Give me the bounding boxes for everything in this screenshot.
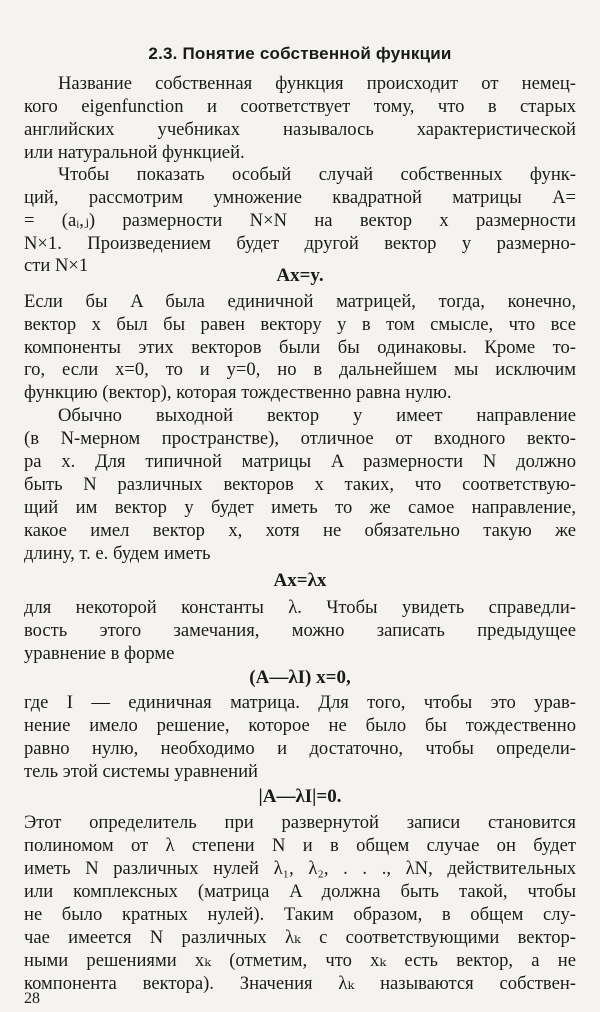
- text-line: = (aᵢ,ⱼ) размерности N×N на вектор x размерности: [24, 210, 576, 231]
- text-line: или натуральной функцией.: [24, 142, 245, 163]
- text-line: ций, рассмотрим умножение квадратной матрицы A=: [24, 187, 576, 208]
- text-line: (в N-мерном пространстве), отличное от входного векто-: [24, 428, 576, 449]
- equation-1: Ax=y.: [276, 265, 324, 286]
- equation-2: Ax=λx: [273, 570, 327, 591]
- text-line: Этот определитель при развернутой записи становится: [24, 812, 576, 833]
- text-line: функцию (вектор), которая тождественно равна нулю.: [24, 382, 452, 403]
- text-line: где I — единичная матрица. Для того, чтобы это урав-: [24, 692, 576, 713]
- text-line: компоненты этих векторов были бы одинаковы. Кроме то-: [24, 337, 576, 358]
- text-line: тель этой системы уравнений: [24, 761, 258, 782]
- text-line: нение имело решение, которое не было бы тождественно: [24, 715, 576, 736]
- text-line: чае имеется N различных λₖ с соответствующими вектор-: [24, 927, 576, 948]
- equation-4: |A—λI|=0.: [258, 786, 342, 807]
- text-line: сти N×1: [24, 255, 89, 276]
- text-line: длину, т. е. будем иметь: [24, 543, 211, 564]
- text-line: вектор x был бы равен вектору y в том смысле, что все: [24, 314, 576, 335]
- text-line: щий им вектор y будет иметь то же самое направление,: [24, 497, 576, 518]
- text-line: иметь N различных нулей λ₁, λ₂, . . ., λN, действительных: [24, 858, 576, 879]
- text-line: какое имел вектор x, хотя не обязательно такую же: [24, 520, 576, 541]
- text-line: уравнение в форме: [24, 643, 175, 664]
- text-line: го, если x=0, то и y=0, но в дальнейшем мы исключим: [24, 359, 576, 380]
- text-line: N×1. Произведением будет другой вектор y размерно-: [24, 233, 576, 254]
- text-line: Обычно выходной вектор y имеет направление: [58, 405, 576, 426]
- text-line: компонента вектора). Значения λₖ называются собствен-: [24, 973, 576, 994]
- text-line: английских учебниках называлось характеристической: [24, 119, 576, 140]
- text-line: не было кратных нулей). Таким образом, в общем слу-: [24, 904, 576, 925]
- text-line: или комплексных (матрица A должна быть такой, чтобы: [24, 881, 576, 902]
- text-line: полиномом от λ степени N и в общем случае он будет: [24, 835, 576, 856]
- page-number: 28: [24, 990, 40, 1007]
- equation-3: (A—λI) x=0,: [249, 667, 351, 688]
- text-line: быть N различных векторов x таких, что соответствую-: [24, 474, 576, 495]
- text-line: Чтобы показать особый случай собственных функ-: [58, 164, 576, 185]
- section-heading: 2.3. Понятие собственной функции: [148, 44, 452, 63]
- text-line: Если бы A была единичной матрицей, тогда, конечно,: [24, 291, 576, 312]
- text-line: ными решениями xₖ (отметим, что xₖ есть вектор, а не: [24, 950, 576, 971]
- text-line: кого eigenfunction и соответствует тому, что в старых: [24, 96, 576, 117]
- text-line: ра x. Для типичной матрицы A размерности N должно: [24, 451, 576, 472]
- text-line: равно нулю, необходимо и достаточно, чтобы определи-: [24, 738, 576, 759]
- text-line: для некоторой константы λ. Чтобы увидеть справедли-: [24, 597, 576, 618]
- text-line: вость этого замечания, можно записать предыдущее: [24, 620, 576, 641]
- text-line: Название собственная функция происходит от немец-: [58, 73, 576, 94]
